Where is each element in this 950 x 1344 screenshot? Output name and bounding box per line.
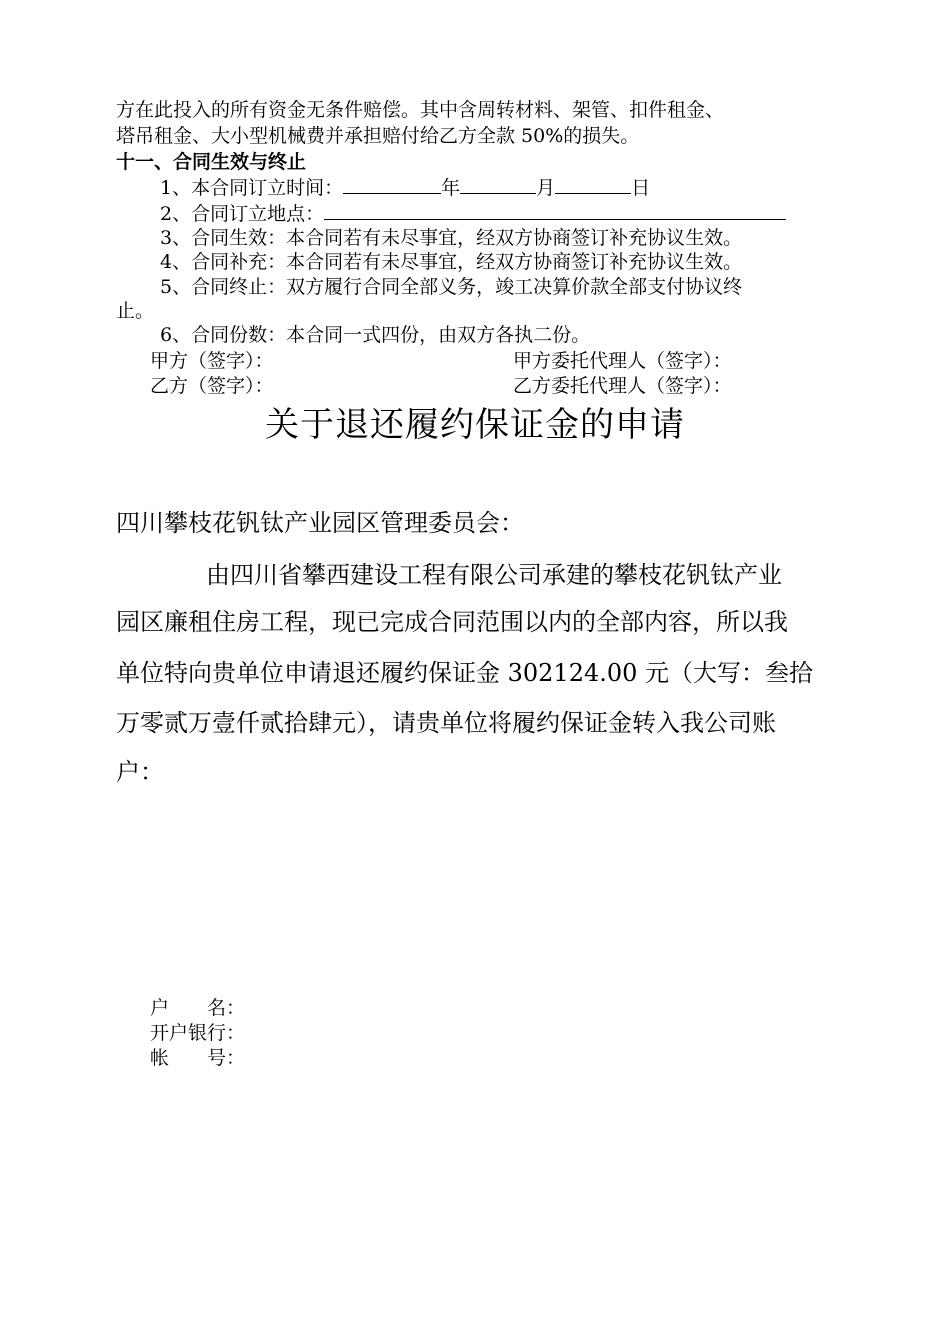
party-a-agent-signature: 甲方委托代理人（签字）： [513,350,732,372]
date-year-blank [343,175,441,194]
section-heading: 十一、合同生效与终止 [116,151,307,173]
item-label: 2、合同订立地点： [160,203,325,225]
party-b-signature: 乙方（签字）： [150,375,274,397]
application-body-line: 万零贰万壹仟贰拾肆元），请贵单位将履约保证金转入我公司账 [116,709,776,737]
year-label: 年 [441,177,461,199]
date-day-blank [555,175,631,194]
account-name-label: 户 名： [150,997,246,1019]
month-label: 月 [536,177,556,199]
contract-item: 6、合同份数：本合同一式四份，由双方各执二份。 [160,324,591,346]
date-month-blank [460,175,536,194]
application-body-line: 园区廉租住房工程，现已完成合同范围以内的全部内容，所以我 [116,608,788,636]
place-blank [324,201,786,220]
party-a-signature: 甲方（签字）： [150,350,274,372]
application-body-line: 由四川省攀西建设工程有限公司承建的攀枝花钒钛产业 [206,561,782,589]
contract-item: 4、合同补充：本合同若有未尽事宜，经双方协商签订补充协议生效。 [160,251,743,273]
contract-item-continuation: 止。 [116,300,155,322]
application-addressee: 四川攀枝花钒钛产业园区管理委员会： [116,509,524,537]
contract-text-line: 塔吊租金、大小型机械费并承担赔付给乙方全款 50%的损失。 [116,125,640,147]
contract-item-date [160,175,650,200]
party-b-agent-signature: 乙方委托代理人（签字）： [513,375,732,397]
contract-item-place [160,201,786,226]
contract-item: 5、合同终止：双方履行合同全部义务，竣工决算价款全部支付协议终 [160,276,743,298]
contract-text-line: 方在此投入的所有资金无条件赔偿。其中含周转材料、架管、扣件租金、 [116,99,725,121]
account-number-label: 帐 号： [150,1047,246,1069]
application-title: 关于退还履约保证金的申请 [265,405,685,445]
bank-name-label: 开户银行： [150,1022,246,1044]
day-label: 日 [631,177,651,199]
application-body-line: 户： [116,758,164,786]
contract-item: 3、合同生效：本合同若有未尽事宜，经双方协商签订补充协议生效。 [160,227,743,249]
application-body-line: 单位特向贵单位申请退还履约保证金 302124.00 元（大写：叁拾 [116,659,814,687]
item-label: 1、本合同订立时间： [160,177,344,199]
